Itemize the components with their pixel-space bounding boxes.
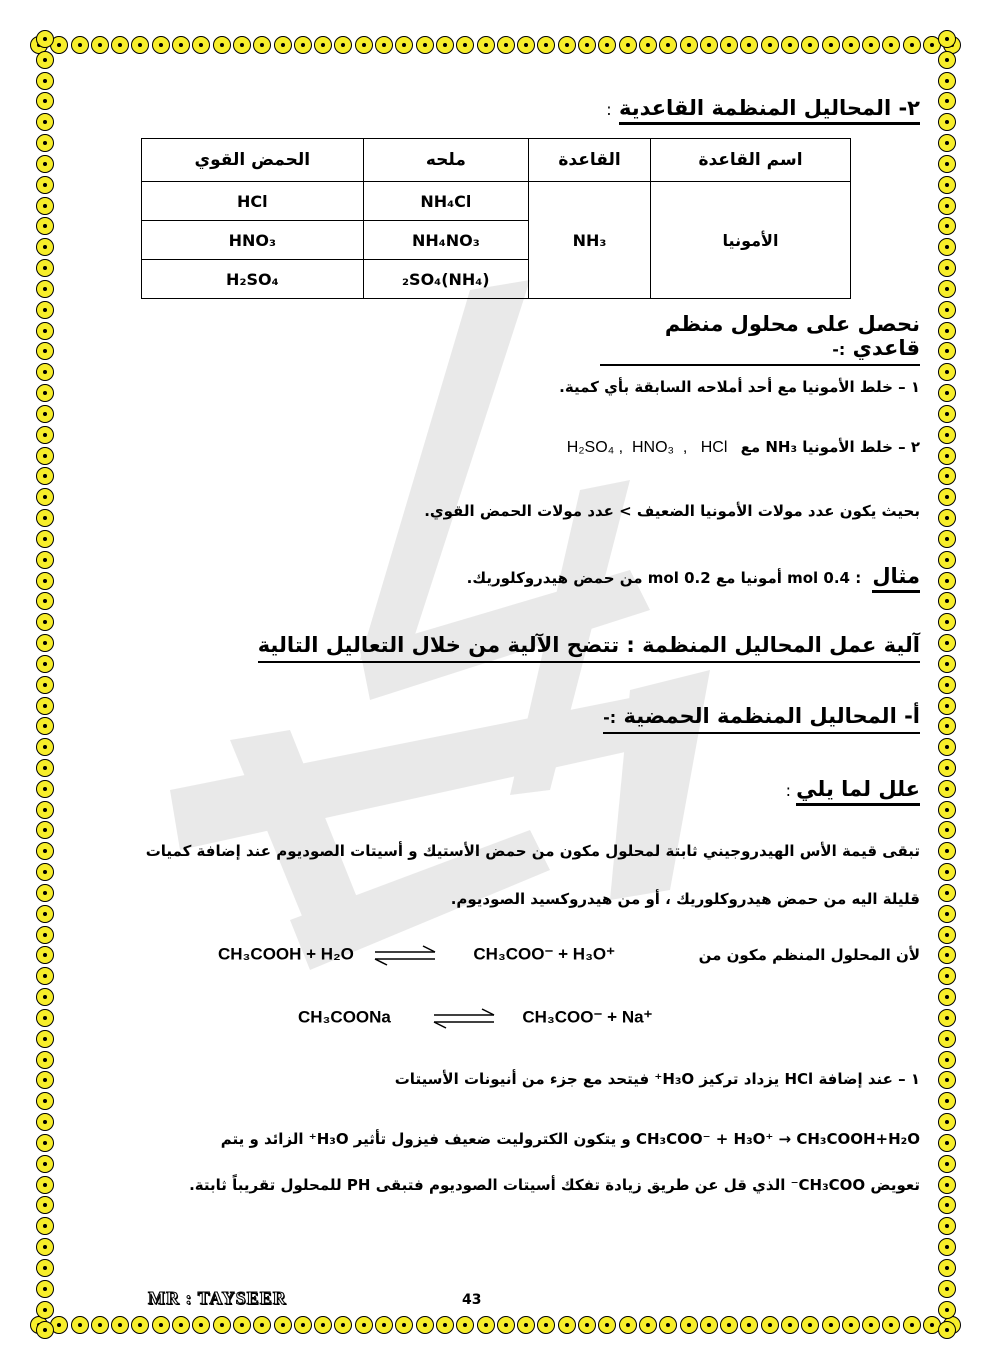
explain-heading xyxy=(786,777,920,801)
equilibrium-arrow-icon xyxy=(432,1007,496,1029)
hazard-icon xyxy=(497,1316,515,1334)
point-1-detail-line-1: CH₃COO⁻ + H₃O⁺ → CH₃COOH+H₂O و يتكون الكتروليت ضعيف فيزول تأثير H₃O⁺ الزائد و يتم xyxy=(220,1130,920,1148)
hazard-icon xyxy=(36,197,54,215)
equation-1-left: CH₃COOH + H₂O xyxy=(218,944,354,964)
hazard-icon xyxy=(436,1316,454,1334)
example-text: : 0.4 mol أمونيا مع 0.2 mol من حمض هيدروكلوريك. xyxy=(466,569,862,587)
hazard-icon xyxy=(938,1009,956,1027)
hazard-icon xyxy=(36,1176,54,1194)
hazard-icon xyxy=(938,551,956,569)
acidic-buffer-title: أ- المحاليل المنظمة الحمضية xyxy=(623,704,920,728)
hazard-icon xyxy=(938,30,956,48)
hazard-icon xyxy=(36,363,54,381)
hazard-icon xyxy=(36,280,54,298)
hazard-icon xyxy=(938,905,956,923)
hazard-icon xyxy=(740,36,758,54)
hazard-icon xyxy=(938,1092,956,1110)
hazard-icon xyxy=(938,592,956,610)
hazard-icon xyxy=(36,863,54,881)
hazard-icon xyxy=(938,51,956,69)
hazard-icon xyxy=(253,36,271,54)
hazard-icon xyxy=(938,509,956,527)
hazard-icon xyxy=(36,1280,54,1298)
hazard-icon xyxy=(36,801,54,819)
hazard-icon xyxy=(938,92,956,110)
hazard-icon xyxy=(36,342,54,360)
hazard-icon xyxy=(639,1316,657,1334)
acidic-buffer-suffix: :- xyxy=(603,708,617,727)
hazard-icon xyxy=(938,322,956,340)
cell-base-formula: NH₃ xyxy=(529,182,651,299)
hazard-icon xyxy=(740,1316,758,1334)
hazard-icon xyxy=(36,426,54,444)
hazard-icon xyxy=(882,36,900,54)
hazard-icon xyxy=(36,509,54,527)
hazard-icon xyxy=(294,36,312,54)
explain-title: علل لما يلي xyxy=(796,777,920,806)
hazard-icon xyxy=(517,36,535,54)
hazard-icon xyxy=(938,1196,956,1214)
get-buffer-heading xyxy=(600,312,920,366)
hazard-icon xyxy=(36,926,54,944)
hazard-icon xyxy=(801,1316,819,1334)
hazard-icon xyxy=(71,36,89,54)
hazard-icon xyxy=(938,842,956,860)
header-salt: ملحه xyxy=(363,139,528,182)
section-title xyxy=(606,96,920,120)
hazard-icon xyxy=(477,36,495,54)
table-header-row xyxy=(142,139,851,182)
hazard-icon xyxy=(36,72,54,90)
equation-2 xyxy=(298,1007,653,1029)
equation-1-right: CH₃COO⁻ + H₃O⁺ xyxy=(473,944,616,964)
hazard-icon xyxy=(938,1238,956,1256)
header-strong-acid: الحمض القوي xyxy=(142,139,364,182)
hazard-icon xyxy=(938,1176,956,1194)
cell-base-name: الأمونيا xyxy=(651,182,851,299)
hazard-icon xyxy=(456,36,474,54)
hazard-icon xyxy=(36,634,54,652)
hazard-icon xyxy=(233,1316,251,1334)
hazard-icon xyxy=(36,1217,54,1235)
hazard-icon xyxy=(36,780,54,798)
hazard-icon xyxy=(36,613,54,631)
example-label: مثال xyxy=(872,564,920,593)
hazard-icon xyxy=(882,1316,900,1334)
hazard-icon xyxy=(938,467,956,485)
hazard-icon xyxy=(36,301,54,319)
hazard-icon xyxy=(938,72,956,90)
mechanism-title: آلية عمل المحاليل المنظمة xyxy=(642,633,920,657)
cell-acid: HNO₃ xyxy=(142,221,364,260)
hazard-icon xyxy=(578,36,596,54)
hazard-icon xyxy=(938,1051,956,1069)
hazard-icon xyxy=(36,1238,54,1256)
hazard-icon xyxy=(334,1316,352,1334)
table-row xyxy=(142,182,851,221)
explain-suffix: : xyxy=(785,781,792,800)
hazard-icon xyxy=(938,217,956,235)
page-border-top xyxy=(30,32,962,58)
hazard-icon xyxy=(36,946,54,964)
page-border-right xyxy=(934,30,960,1340)
hazard-icon xyxy=(639,36,657,54)
hazard-icon xyxy=(314,1316,332,1334)
hazard-icon xyxy=(36,842,54,860)
hazard-icon xyxy=(71,1316,89,1334)
hazard-icon xyxy=(36,967,54,985)
hazard-icon xyxy=(274,1316,292,1334)
mechanism-subtitle: : تتضح الآلية من خلال التعاليل التالية xyxy=(257,633,635,657)
hazard-icon xyxy=(36,1196,54,1214)
hazard-icon xyxy=(938,1259,956,1277)
hazard-icon xyxy=(938,1030,956,1048)
hazard-icon xyxy=(36,113,54,131)
hazard-icon xyxy=(842,36,860,54)
hazard-icon xyxy=(938,676,956,694)
hazard-icon xyxy=(938,488,956,506)
hazard-icon xyxy=(822,36,840,54)
hazard-icon xyxy=(36,1321,54,1339)
equation-1 xyxy=(218,944,615,966)
hazard-icon xyxy=(375,1316,393,1334)
hazard-icon xyxy=(152,36,170,54)
because-text: لأن المحلول المنظم مكون من xyxy=(698,946,920,964)
hazard-icon xyxy=(36,467,54,485)
hazard-icon xyxy=(700,36,718,54)
hazard-icon xyxy=(36,905,54,923)
hazard-icon xyxy=(938,1113,956,1131)
hazard-icon xyxy=(938,988,956,1006)
hazard-icon xyxy=(36,1113,54,1131)
hazard-icon xyxy=(598,36,616,54)
section-title-text: ٢- المحاليل المنظمة القاعدية xyxy=(619,96,920,125)
hazard-icon xyxy=(537,36,555,54)
point-1-detail-line-2: تعويض CH₃COO⁻ الذي قل عن طريق زيادة تفكك أسيتات الصوديوم فتبقى PH للمحلول تقريباً ثابتة. xyxy=(189,1176,920,1194)
paragraph-line-1: تبقى قيمة الأس الهيدروجيني ثابتة لمحلول مكون من حمض الأستيك و أسيتات الصوديوم عند إضافة كميات xyxy=(145,842,920,860)
hazard-icon xyxy=(294,1316,312,1334)
hazard-icon xyxy=(700,1316,718,1334)
hazard-icon xyxy=(36,1155,54,1173)
point-1: ١ – عند إضافة HCl يزداد تركيز H₃O⁺ فيتحد مع جزء من أنيونات الأسيتات xyxy=(394,1070,920,1088)
hazard-icon xyxy=(172,36,190,54)
hazard-icon xyxy=(436,36,454,54)
hazard-icon xyxy=(334,36,352,54)
hazard-icon xyxy=(822,1316,840,1334)
hazard-icon xyxy=(477,1316,495,1334)
hazard-icon xyxy=(938,113,956,131)
hazard-icon xyxy=(395,1316,413,1334)
get-buffer-title: نحصل على محلول منظم قاعدي xyxy=(664,312,920,360)
hazard-icon xyxy=(36,530,54,548)
hazard-icon xyxy=(938,176,956,194)
equation-2-right: CH₃COO⁻ + Na⁺ xyxy=(522,1007,653,1027)
hazard-icon xyxy=(938,238,956,256)
hazard-icon xyxy=(938,1301,956,1319)
hazard-icon xyxy=(314,36,332,54)
hazard-icon xyxy=(36,1092,54,1110)
hazard-icon xyxy=(131,1316,149,1334)
cell-acid: HCl xyxy=(142,182,364,221)
hazard-icon xyxy=(416,1316,434,1334)
hazard-icon xyxy=(938,405,956,423)
basic-buffer-table xyxy=(141,138,851,299)
hazard-icon xyxy=(842,1316,860,1334)
hazard-icon xyxy=(456,1316,474,1334)
hazard-icon xyxy=(36,238,54,256)
cell-salt: NH₄Cl xyxy=(363,182,528,221)
cell-salt: (NH₄)₂SO₄ xyxy=(363,260,528,299)
hazard-icon xyxy=(781,36,799,54)
hazard-icon xyxy=(36,759,54,777)
hazard-icon xyxy=(903,36,921,54)
hazard-icon xyxy=(395,36,413,54)
hazard-icon xyxy=(938,1134,956,1152)
hazard-icon xyxy=(36,738,54,756)
hazard-icon xyxy=(938,1155,956,1173)
hazard-icon xyxy=(938,801,956,819)
hazard-icon xyxy=(36,384,54,402)
hazard-icon xyxy=(36,155,54,173)
hazard-icon xyxy=(938,259,956,277)
method-1: ١ – خلط الأمونيا مع أحد أملاحه السابقة بأي كمية. xyxy=(559,378,920,396)
hazard-icon xyxy=(91,1316,109,1334)
hazard-icon xyxy=(36,572,54,590)
hazard-icon xyxy=(36,176,54,194)
hazard-icon xyxy=(938,572,956,590)
method-2 xyxy=(567,438,920,457)
hazard-icon xyxy=(131,36,149,54)
hazard-icon xyxy=(36,92,54,110)
hazard-icon xyxy=(938,426,956,444)
hazard-icon xyxy=(598,1316,616,1334)
hazard-icon xyxy=(36,655,54,673)
cell-salt: NH₄NO₃ xyxy=(363,221,528,260)
hazard-icon xyxy=(938,738,956,756)
hazard-icon xyxy=(938,863,956,881)
hazard-icon xyxy=(938,1321,956,1339)
get-buffer-suffix: :- xyxy=(832,340,846,359)
hazard-icon xyxy=(801,36,819,54)
hazard-icon xyxy=(938,197,956,215)
hazard-icon xyxy=(36,1051,54,1069)
hazard-icon xyxy=(903,1316,921,1334)
hazard-icon xyxy=(558,36,576,54)
hazard-icon xyxy=(761,36,779,54)
hazard-icon xyxy=(938,884,956,902)
hazard-icon xyxy=(192,1316,210,1334)
hazard-icon xyxy=(36,51,54,69)
hazard-icon xyxy=(152,1316,170,1334)
hazard-icon xyxy=(36,1009,54,1027)
header-base-name: اسم القاعدة xyxy=(651,139,851,182)
hazard-icon xyxy=(36,134,54,152)
hazard-icon xyxy=(619,1316,637,1334)
hazard-icon xyxy=(938,1071,956,1089)
hazard-icon xyxy=(938,967,956,985)
hazard-icon xyxy=(938,134,956,152)
hazard-icon xyxy=(355,36,373,54)
method-2-prefix: ٢ – خلط الأمونيا NH₃ مع xyxy=(740,438,920,456)
hazard-icon xyxy=(192,36,210,54)
hazard-icon xyxy=(938,697,956,715)
header-base: القاعدة xyxy=(529,139,651,182)
hazard-icon xyxy=(36,322,54,340)
hazard-icon xyxy=(111,36,129,54)
hazard-icon xyxy=(253,1316,271,1334)
hazard-icon xyxy=(938,447,956,465)
example-line xyxy=(467,564,920,588)
hazard-icon xyxy=(938,613,956,631)
hazard-icon xyxy=(36,988,54,1006)
hazard-icon xyxy=(938,530,956,548)
hazard-icon xyxy=(659,1316,677,1334)
hazard-icon xyxy=(36,1030,54,1048)
page-border-left xyxy=(32,30,58,1340)
mechanism-heading xyxy=(258,633,920,663)
hazard-icon xyxy=(938,384,956,402)
hazard-icon xyxy=(680,36,698,54)
hazard-icon xyxy=(938,759,956,777)
hazard-icon xyxy=(761,1316,779,1334)
hazard-icon xyxy=(375,36,393,54)
hazard-icon xyxy=(938,155,956,173)
hazard-icon xyxy=(938,301,956,319)
hazard-icon xyxy=(36,447,54,465)
hazard-icon xyxy=(172,1316,190,1334)
hazard-icon xyxy=(938,280,956,298)
hazard-icon xyxy=(36,217,54,235)
hazard-icon xyxy=(938,821,956,839)
method-2-acids: H₂SO₄ , HNO₃ , HCl xyxy=(566,439,728,456)
hazard-icon xyxy=(36,1259,54,1277)
hazard-icon xyxy=(213,1316,231,1334)
hazard-icon xyxy=(517,1316,535,1334)
page-border-bottom xyxy=(30,1312,962,1338)
hazard-icon xyxy=(537,1316,555,1334)
hazard-icon xyxy=(862,36,880,54)
hazard-icon xyxy=(233,36,251,54)
acidic-buffer-heading xyxy=(603,704,920,734)
hazard-icon xyxy=(938,717,956,735)
hazard-icon xyxy=(720,36,738,54)
hazard-icon xyxy=(36,551,54,569)
hazard-icon xyxy=(781,1316,799,1334)
cell-acid: H₂SO₄ xyxy=(142,260,364,299)
hazard-icon xyxy=(355,1316,373,1334)
author-signature: MR : TAYSEER xyxy=(148,1288,287,1308)
hazard-icon xyxy=(36,1134,54,1152)
hazard-icon xyxy=(36,676,54,694)
hazard-icon xyxy=(938,363,956,381)
page-number: 43 xyxy=(462,1292,482,1308)
paragraph-line-2: قليلة اليه من حمض هيدروكلوريك ، أو من هيدروكسيد الصوديوم. xyxy=(450,890,920,908)
hazard-icon xyxy=(36,488,54,506)
mole-condition: بحيث يكون عدد مولات الأمونيا الضعيف > عدد مولات الحمض القوي. xyxy=(424,502,920,520)
hazard-icon xyxy=(938,1280,956,1298)
hazard-icon xyxy=(416,36,434,54)
hazard-icon xyxy=(938,780,956,798)
hazard-icon xyxy=(938,946,956,964)
hazard-icon xyxy=(497,36,515,54)
hazard-icon xyxy=(862,1316,880,1334)
hazard-icon xyxy=(36,717,54,735)
hazard-icon xyxy=(111,1316,129,1334)
hazard-icon xyxy=(938,1217,956,1235)
hazard-icon xyxy=(36,697,54,715)
hazard-icon xyxy=(91,36,109,54)
hazard-icon xyxy=(720,1316,738,1334)
hazard-icon xyxy=(274,36,292,54)
hazard-icon xyxy=(659,36,677,54)
hazard-icon xyxy=(36,821,54,839)
hazard-icon xyxy=(36,1301,54,1319)
hazard-icon xyxy=(938,655,956,673)
hazard-icon xyxy=(558,1316,576,1334)
equation-2-left: CH₃COONa xyxy=(298,1007,391,1027)
hazard-icon xyxy=(36,884,54,902)
hazard-icon xyxy=(213,36,231,54)
hazard-icon xyxy=(938,342,956,360)
hazard-icon xyxy=(36,592,54,610)
hazard-icon xyxy=(36,405,54,423)
hazard-icon xyxy=(938,926,956,944)
hazard-icon xyxy=(578,1316,596,1334)
hazard-icon xyxy=(938,634,956,652)
hazard-icon xyxy=(36,259,54,277)
hazard-icon xyxy=(36,1071,54,1089)
section-title-suffix: : xyxy=(606,100,612,119)
equilibrium-arrow-icon xyxy=(373,944,437,966)
hazard-icon xyxy=(680,1316,698,1334)
hazard-icon xyxy=(619,36,637,54)
hazard-icon xyxy=(36,30,54,48)
